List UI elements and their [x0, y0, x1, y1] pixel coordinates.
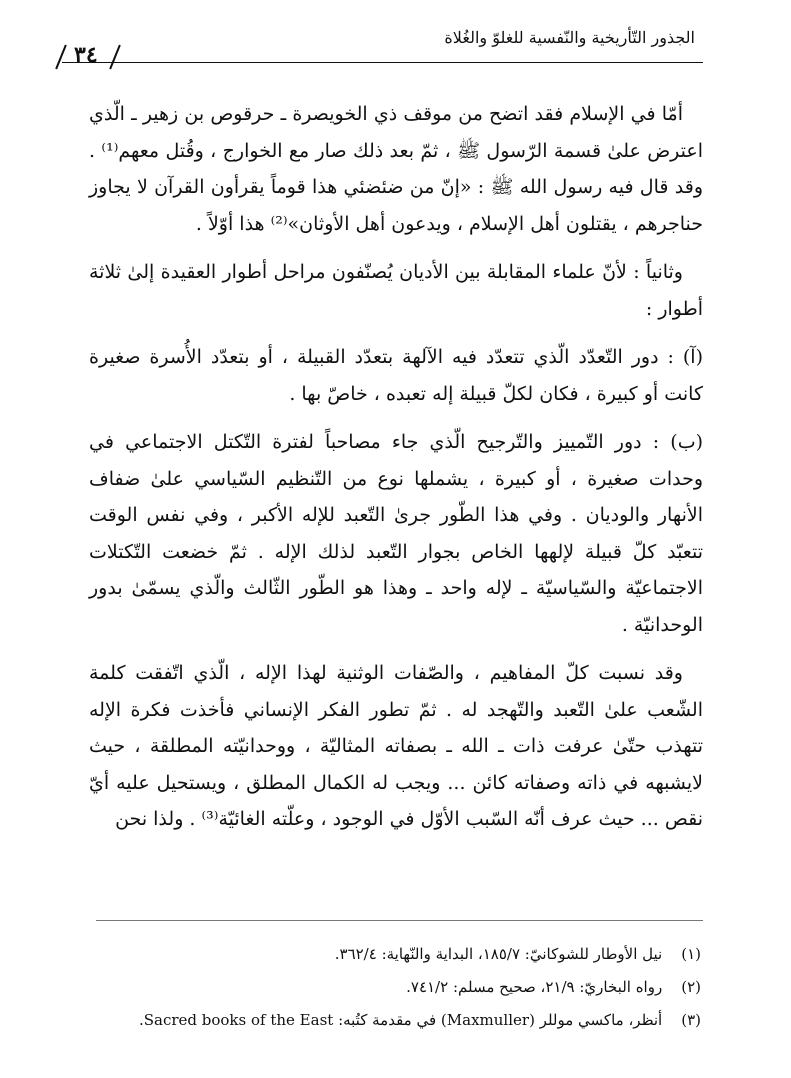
footnote-text: أنظر، ماكسي موللر (Maxmuller) في مقدمة كتُبه: Sacred books of the East.: [138, 1011, 663, 1029]
footnote-1: [96, 938, 701, 971]
running-title: الجذور التّأريخية والنّفسية للغلوّ والغُلاة: [444, 28, 695, 47]
footnote-number: (٢): [681, 978, 701, 996]
footnotes: [96, 938, 701, 1037]
header-slash-left: [55, 45, 67, 70]
footnote-3: [96, 1004, 701, 1037]
footnote-text: رواه البخاريّ: ٢١/٩، صحيح مسلم: ٧٤١/٢.: [406, 978, 663, 996]
main-text: [89, 96, 703, 850]
header-rule: [62, 62, 703, 63]
paragraph-3: (آ) : دور التّعدّد الّذي تتعدّد فيه الآلهة بتعدّد القبيلة ، أو بتعدّد الأُسرة صغيرة كانت أو كبيرة ، فكان لكلّ قبيلة إله تعبده ، خاصّ بها .: [89, 346, 703, 405]
paragraph-1: أمّا في الإسلام فقد اتضح من موقف ذي الخويصرة ـ حرقوص بن زهير ـ الّذي اعترض علىٰ قسمة الرّسول ﷺ ، ثمّ بعد ذلك صار مع الخوارج ، وقُتل معهم⁽¹⁾ . وقد قال فيه رسول الله ﷺ : «إنّ من ضئضئي هذا قوماً يقرأون القرآن لا يجاوز حناجرهم ، يقتلون أهل الإسلام ، ويدعون أهل الأوثان»⁽²⁾ هذا أوّلاً .: [89, 103, 703, 235]
footnote-rule: [96, 920, 703, 921]
header-slash-right: [109, 45, 121, 70]
footnote-text: نيل الأوطار للشوكانيّ: ١٨٥/٧، البداية والنّهاية: ٣٦٢/٤.: [334, 945, 663, 963]
page-number: ٣٤: [74, 42, 98, 68]
footnote-2: [96, 971, 701, 1004]
paragraph-5: وقد نسبت كلّ المفاهيم ، والصّفات الوثنية لهذا الإله ، الّذي اتّفقت كلمة الشّعب علىٰ التّعبد والتّهجد له . ثمّ تطور الفكر الإنساني فأخذت فكرة الإله تتهذب حتّىٰ عرفت ذات ـ الله ـ بصفاته المثاليّة ، ووحدانيّته المطلقة ، حيث لايشبهه في ذاته وصفاته كائن ... ويجب له الكمال المطلق ، ويستحيل عليه أيّ نقص ... حيث عرف أنّه السّبب الأوّل في الوجود ، وعلّته الغائيّة⁽³⁾ . ولذا نحن: [89, 662, 703, 830]
paragraph-2: وثانياً : لأنّ علماء المقابلة بين الأديان يُصنّفون مراحل أطوار العقيدة إلىٰ ثلاثة أطوار :: [89, 261, 703, 320]
paragraph-4: (ب) : دور التّمييز والتّرجيح الّذي جاء مصاحباً لفترة التّكتل الاجتماعي في وحدات صغيرة ، أو كبيرة ، يشملها نوع من التّنظيم السّياسي علىٰ ضفاف الأنهار والوديان . وفي هذا الطّور جرىٰ التّعبد للإله الأكبر ، وفي نفس الوقت تتعبّد كلّ قبيلة لإلهها الخاص بجوار التّعبد لذلك الإله . ثمّ خضعت التّكتلات الاجتماعيّة والسّياسيّة ـ لإله واحد ـ وهذا هو الطّور الثّالث والّذي يسمّىٰ بدور الوحدانيّة .: [89, 431, 703, 636]
footnote-number: (٣): [681, 1011, 701, 1029]
footnote-number: (١): [681, 945, 701, 963]
